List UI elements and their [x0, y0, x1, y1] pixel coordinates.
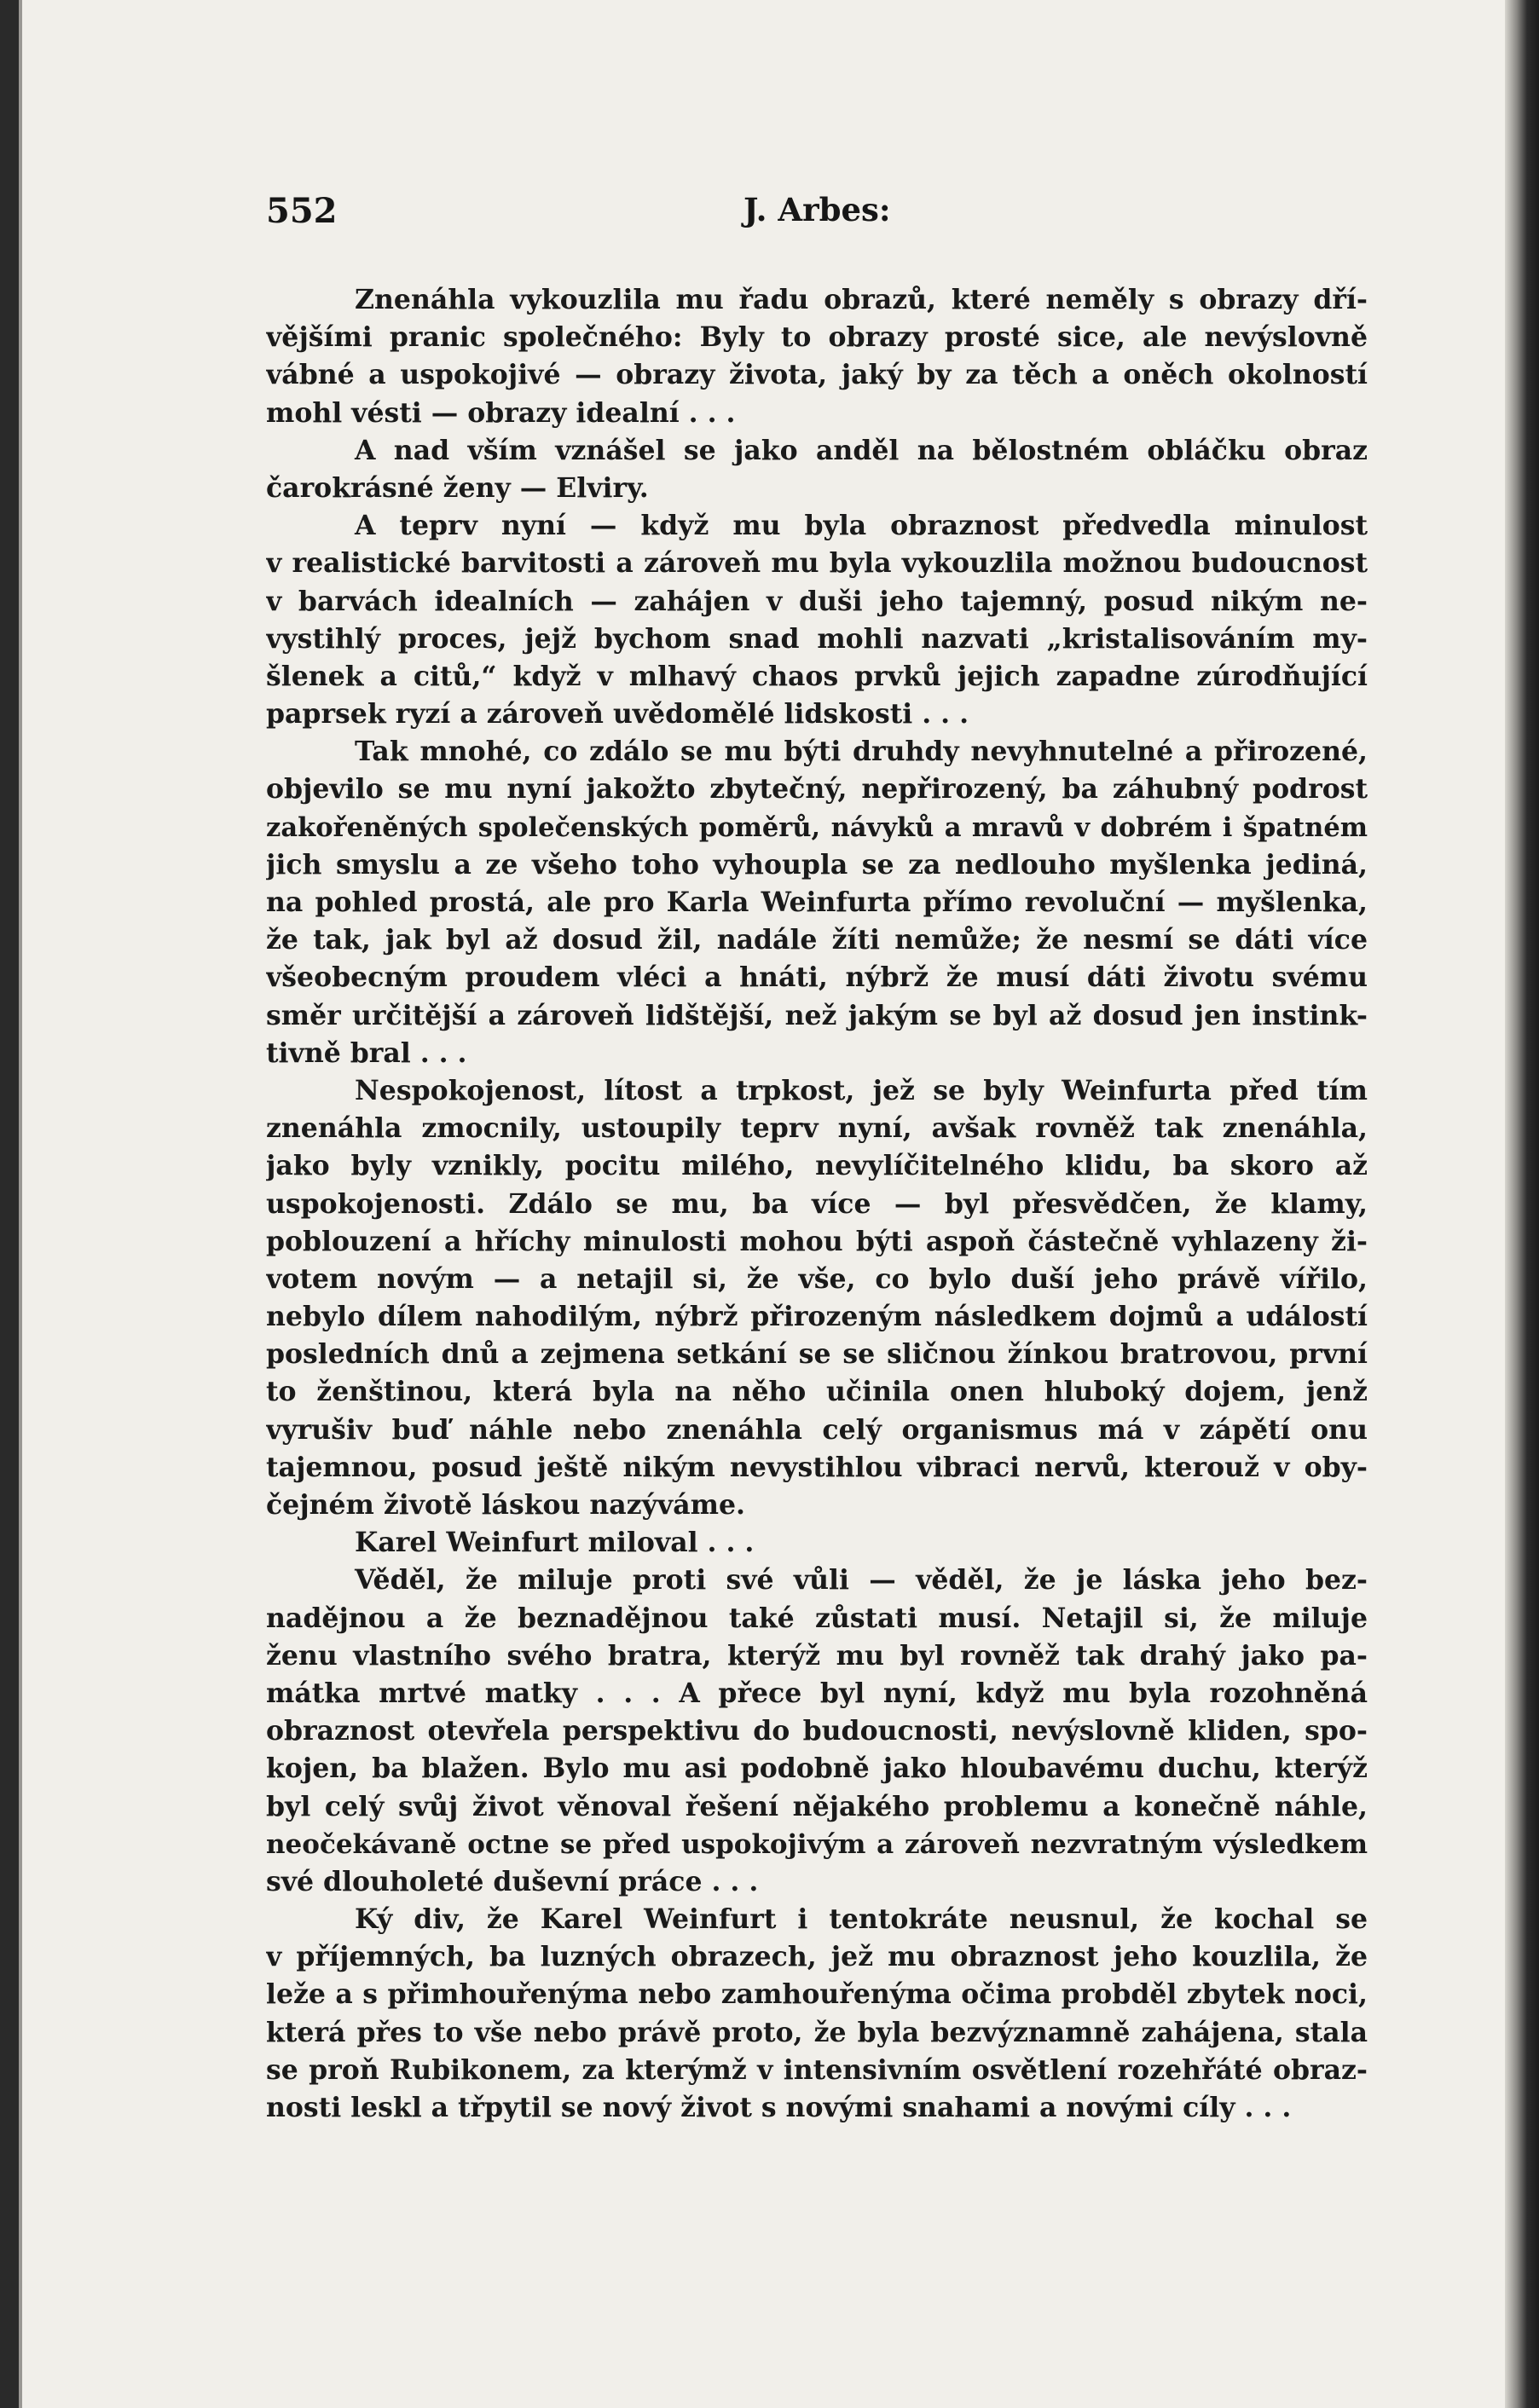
text-line: neočekávaně octne se před uspokojivým a zároveň nezvratným výsledkem — [266, 1828, 1368, 1860]
text-line: Tak mnohé, co zdálo se mu býti druhdy nevyhnutelné a přirozené, — [355, 736, 1368, 768]
text-line: na pohled prostá, ale pro Karla Weinfurta přímo revoluční — myšlenka, — [266, 886, 1368, 918]
text-line: vějšími pranic společného: Byly to obrazy prosté sice, ale nevýslovně — [266, 321, 1368, 354]
text-line: byl celý svůj život věnoval řešení nějakého problemu a konečně náhle, — [266, 1790, 1368, 1822]
text-line: poblouzení a hříchy minulosti mohou býti aspoň částečně vyhlazeny ži- — [266, 1225, 1368, 1257]
text-line: vystihlý proces, jejž bychom snad mohli nazvati „kristalisováním my- — [266, 622, 1368, 655]
running-head: J. Arbes: — [743, 191, 891, 228]
text-line: A teprv nyní — když mu byla obraznost předvedla minulost — [355, 510, 1368, 542]
text-line: zakořeněných společenských poměrů, návyků a mravů v dobrém i špatném — [266, 811, 1368, 843]
text-line: v příjemných, ba luzných obrazech, jež mu obraznost jeho kouzlila, že — [266, 1941, 1368, 1973]
text-line: v barvách idealních — zahájen v duši jeho tajemný, posud nikým ne- — [266, 585, 1368, 617]
text-line: A nad vším vznášel se jako anděl na bělostném obláčku obraz — [355, 434, 1368, 466]
text-line: jich smyslu a ze všeho toho vyhoupla se za nedlouho myšlenka jediná, — [266, 848, 1368, 881]
text-line: posledních dnů a zejmena setkání se se sličnou žínkou bratrovou, první — [266, 1338, 1368, 1371]
scan-left-edge-line — [19, 0, 22, 2408]
text-line: všeobecným proudem vléci a hnáti, nýbrž že musí dáti životu svému — [266, 961, 1368, 994]
paragraph — [266, 1901, 1368, 2127]
scan-left-border — [0, 0, 19, 2408]
text-line: šlenek a citů,“ když v mlhavý chaos prvků jejich zapadne zúrodňující — [266, 660, 1368, 692]
text-line: nebylo dílem nahodilým, nýbrž přirozeným následkem dojmů a událostí — [266, 1301, 1368, 1333]
text-line: která přes to vše nebo právě proto, že byla bezvýznamně zahájena, stala — [266, 2016, 1368, 2048]
text-line: votem novým — a netajil si, že vše, co bylo duší jeho právě vířilo, — [266, 1262, 1368, 1295]
text-line: mohl vésti — obrazy idealní . . . — [266, 396, 736, 429]
text-line: Ký div, že Karel Weinfurt i tentokráte neusnul, že kochal se — [355, 1903, 1368, 1936]
scan-right-border — [1505, 0, 1539, 2408]
paragraph — [266, 432, 1368, 507]
text-line: čejném životě láskou nazýváme. — [266, 1489, 745, 1521]
text-line: čarokrásné ženy — Elviry. — [266, 471, 649, 504]
text-line: své dlouholeté duševní práce . . . — [266, 1865, 759, 1897]
text-line: znenáhla zmocnily, ustoupily teprv nyní, avšak rovněž tak znenáhla, — [266, 1112, 1368, 1145]
paragraph — [266, 1562, 1368, 1901]
text-line: směr určitější a zároveň lidštější, než jakým se byl až dosud jen instink- — [266, 999, 1368, 1031]
body-text — [266, 281, 1368, 2127]
text-line: paprsek ryzí a zároveň uvědomělé lidskosti . . . — [266, 698, 969, 730]
text-line: se proň Rubikonem, za kterýmž v intensivním osvětlení rozehřáté obraz- — [266, 2053, 1368, 2086]
text-line: tivně bral . . . — [266, 1037, 467, 1069]
paragraph — [266, 507, 1368, 733]
paragraph — [266, 733, 1368, 1072]
text-line: obraznost otevřela perspektivu do budoucnosti, nevýslovně kliden, spo- — [266, 1715, 1368, 1747]
text-line: Nespokojenost, lítost a trpkost, jež se byly Weinfurta před tím — [355, 1074, 1368, 1106]
text-line: vyrušiv buď náhle nebo znenáhla celý organismus má v zápětí onu — [266, 1413, 1368, 1446]
text-line: v realistické barvitosti a zároveň mu byla vykouzlila možnou budoucnost — [266, 547, 1368, 580]
text-line: objevilo se mu nyní jakožto zbytečný, nepřirozený, ba záhubný podrost — [266, 773, 1368, 806]
text-line: jako byly vznikly, pocitu milého, nevylíčitelného klidu, ba skoro až — [266, 1150, 1368, 1182]
text-line: nadějnou a že beznadějnou také zůstati musí. Netajil si, že miluje — [266, 1602, 1368, 1634]
text-line: tajemnou, posud ještě nikým nevystihlou vibraci nervů, kterouž v oby- — [266, 1451, 1368, 1483]
text-line: mátka mrtvé matky . . . A přece byl nyní, když mu byla rozohněná — [266, 1677, 1368, 1709]
text-line: že tak, jak byl až dosud žil, nadále žíti nemůže; že nesmí se dáti více — [266, 924, 1368, 956]
text-line: Věděl, že miluje proti své vůli — věděl, že je láska jeho bez- — [355, 1564, 1368, 1597]
text-line: ženu vlastního svého bratra, kterýž mu byl rovněž tak drahý jako pa- — [266, 1639, 1368, 1672]
text-line: Karel Weinfurt miloval . . . — [355, 1527, 755, 1559]
text-line: uspokojenosti. Zdálo se mu, ba více — byl přesvědčen, že klamy, — [266, 1187, 1368, 1220]
paragraph — [266, 1072, 1368, 1524]
text-line: vábné a uspokojivé — obrazy života, jaký by za těch a oněch okolností — [266, 359, 1368, 391]
page-number: 552 — [266, 191, 338, 231]
text-line: kojen, ba blažen. Bylo mu asi podobně jako hloubavému duchu, kterýž — [266, 1753, 1368, 1785]
page-header — [266, 191, 1368, 242]
text-line: nosti leskl a třpytil se nový život s novými snahami a novými cíly . . . — [266, 2092, 1292, 2123]
text-line: Znenáhla vykouzlila mu řadu obrazů, které neměly s obrazy dří- — [355, 284, 1368, 315]
paragraph — [266, 1524, 1368, 1562]
text-line: to ženštinou, která byla na něho učinila onen hluboký dojem, jenž — [266, 1376, 1368, 1408]
text-line: leže a s přimhouřenýma nebo zamhouřenýma očima probděl zbytek noci, — [266, 1978, 1368, 2011]
paragraph — [266, 281, 1368, 432]
